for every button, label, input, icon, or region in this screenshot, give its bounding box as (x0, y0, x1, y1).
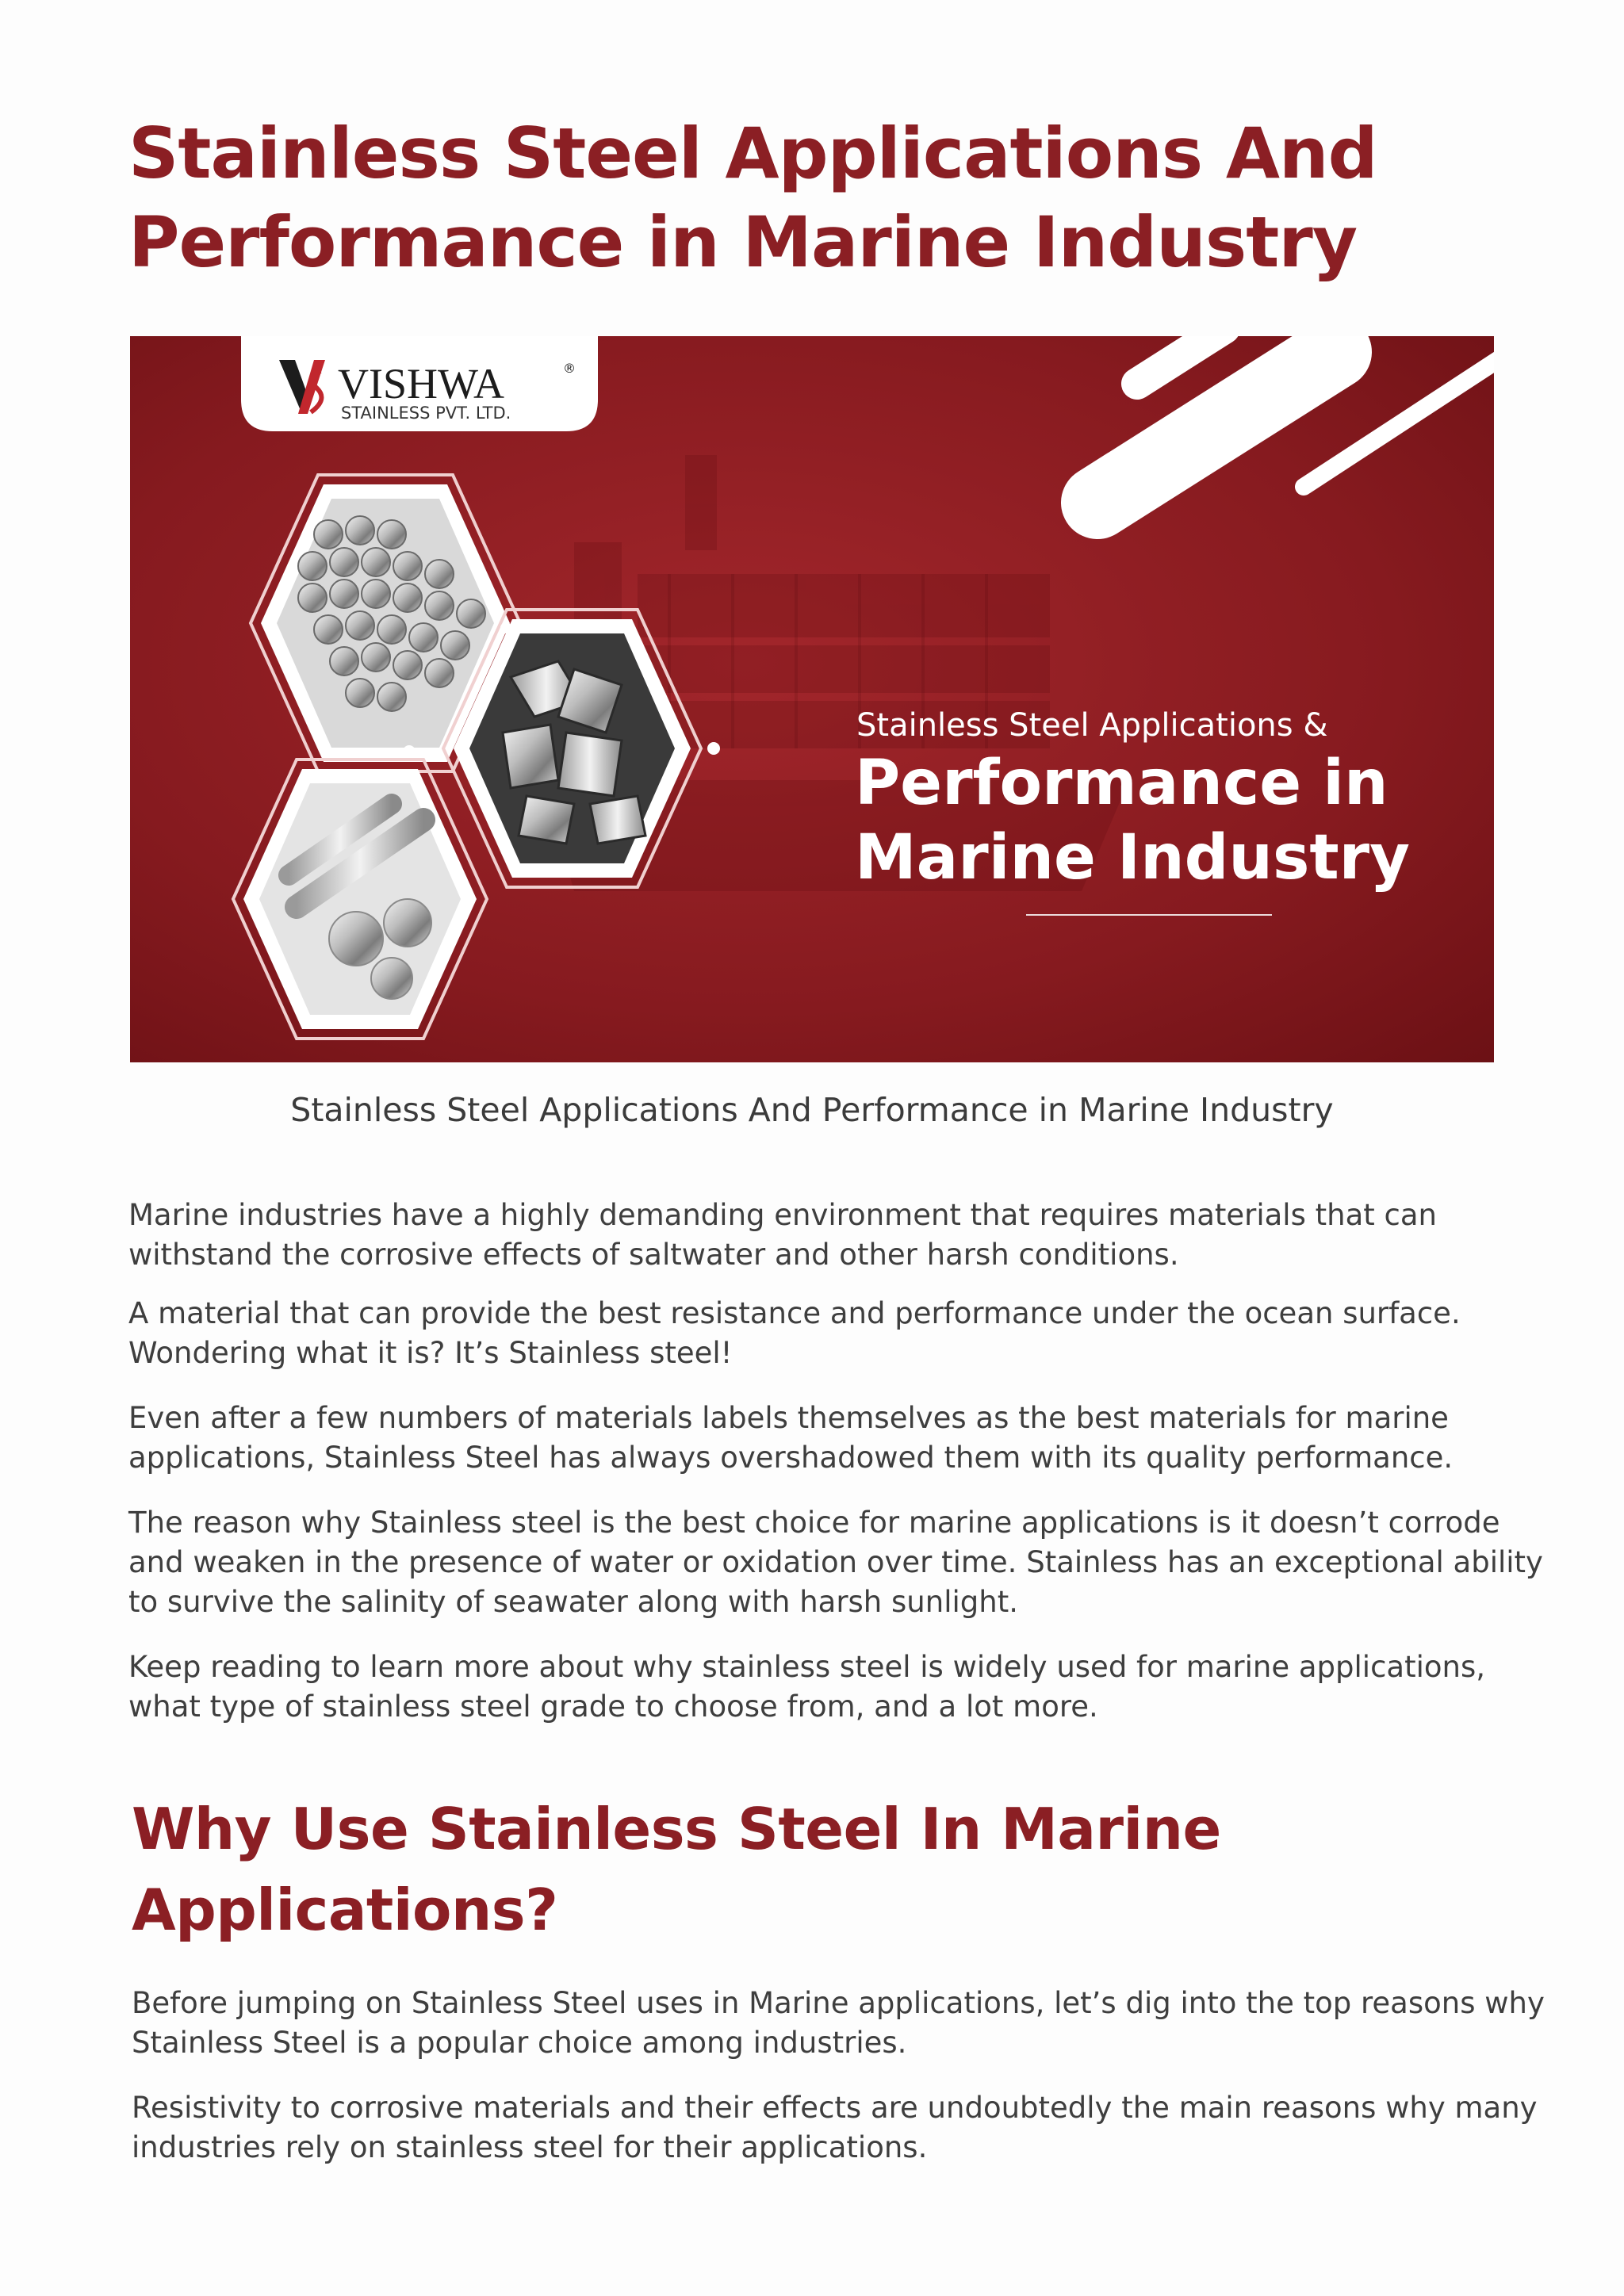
logo-subtitle-text: STAINLESS PVT. LTD. (341, 404, 511, 423)
intro-paragraph-1: Marine industries have a highly demanding environment that requires materials that can withstand the corrosive effects of saltwater and other harsh conditions. (128, 1198, 1437, 1272)
intro-paragraph-3: Even after a few numbers of materials labels themselves as the best materials for marine applications, Stainless Steel has always overshadowed them with its quality performance. (128, 1401, 1454, 1475)
intro-paragraph-2: A material that can provide the best resistance and performance under the ocean surface. Wondering what it is? It’s Stainless steel! (128, 1296, 1461, 1370)
banner-headline-line1: Performance in (855, 748, 1388, 819)
section-heading: Why Use Stainless Steel In Marine Applications? (132, 1796, 1221, 1943)
vishwa-logo (241, 336, 598, 431)
logo-brand-text: VISHWA (338, 360, 504, 408)
image-caption: Stainless Steel Applications And Performance in Marine Industry (290, 1091, 1334, 1129)
section-paragraph-1: Before jumping on Stainless Steel uses in Marine applications, let’s dig into the top reasons why Stainless Steel is a popular choice among industries. (132, 1986, 1545, 2060)
intro-paragraph-5: Keep reading to learn more about why stainless steel is widely used for marine applications, what type of stainless steel grade to choose from, and a lot more. (128, 1650, 1486, 1724)
page-title: Stainless Steel Applications And Performance in Marine Industry (128, 113, 1377, 283)
section-paragraph-2: Resistivity to corrosive materials and their effects are undoubtedly the main reasons why many industries rely on stainless steel for their applications. (132, 2091, 1538, 2164)
hero-banner (130, 336, 1494, 1062)
intro-paragraph-4: The reason why Stainless steel is the best choice for marine applications is it doesn’t corrode and weaken in the presence of water or oxidation over time. Stainless has an exceptional ability to survive the salinity of seawater along with harsh sunlight. (128, 1506, 1543, 1619)
logo-registered-mark: ® (563, 361, 576, 376)
banner-headline-line2: Marine Industry (855, 822, 1410, 894)
banner-subtitle: Stainless Steel Applications & (856, 707, 1328, 744)
